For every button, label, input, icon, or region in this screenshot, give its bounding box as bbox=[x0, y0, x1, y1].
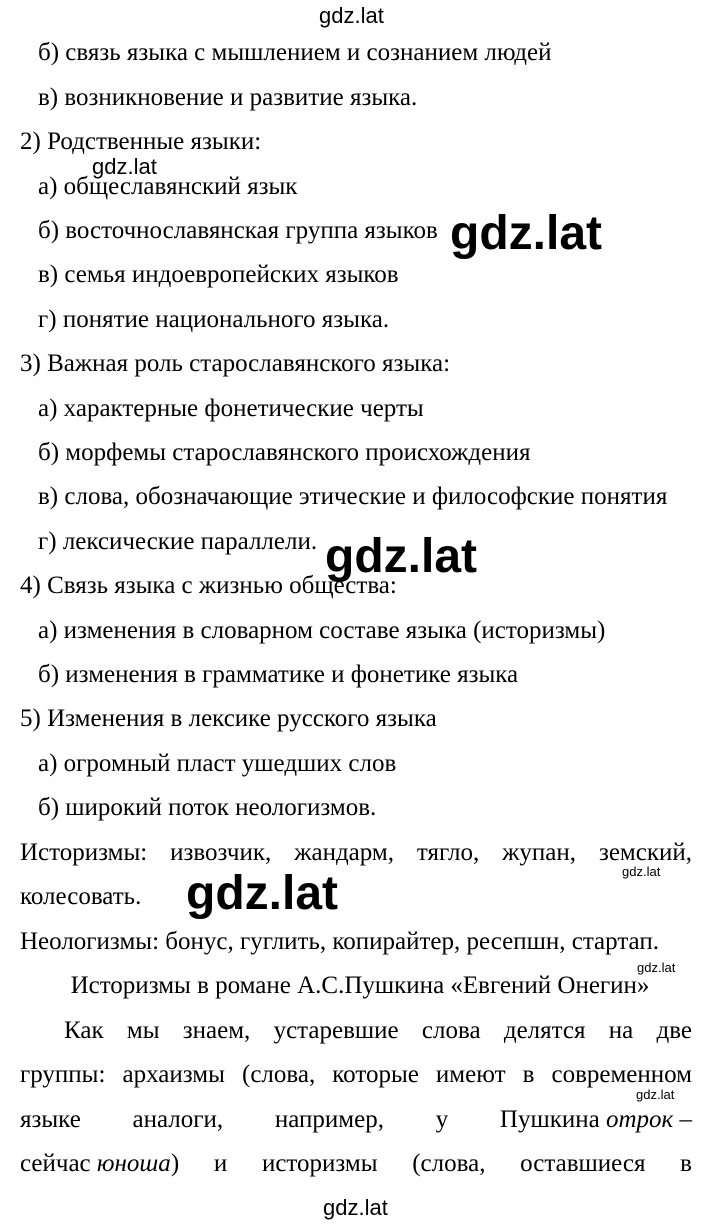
watermark: gdz.lat bbox=[622, 864, 661, 879]
paragraph-line bbox=[20, 1149, 692, 1179]
watermark: gdz.lat bbox=[637, 960, 676, 975]
list-item: б) изменения в грамматике и фонетике языка bbox=[38, 661, 519, 688]
section-heading: 2) Родственные языки: bbox=[20, 128, 262, 155]
section-heading: 4) Связь языка с жизнью общества: bbox=[20, 572, 397, 599]
list-item: а) огромный пласт ушедших слов bbox=[38, 750, 397, 777]
list-item: а) общеславянский язык bbox=[38, 173, 298, 200]
text-segment: – bbox=[673, 1106, 692, 1133]
essay-title: Историзмы в романе А.С.Пушкина «Евгений Онегин» bbox=[70, 972, 650, 999]
paragraph-line bbox=[20, 1105, 692, 1135]
text-segment: оставшиеся bbox=[520, 1150, 646, 1177]
watermark: gdz.lat bbox=[325, 530, 477, 583]
text-segment: историзмы bbox=[261, 1150, 378, 1177]
text-segment: Пушкина отрок – bbox=[499, 1106, 692, 1133]
italic-word: отрок bbox=[605, 1106, 674, 1133]
text-segment: языке bbox=[20, 1106, 81, 1133]
text-segment: в bbox=[680, 1150, 692, 1177]
text-segment: например, bbox=[274, 1106, 384, 1133]
list-item: в) семья индоевропейских языков bbox=[38, 261, 399, 288]
section-heading: 3) Важная роль старославянского языка: bbox=[20, 350, 451, 377]
list-item: г) понятие национального языка. bbox=[38, 306, 390, 333]
watermark: gdz.lat bbox=[636, 1087, 675, 1102]
list-item: б) морфемы старославянского происхождения bbox=[38, 439, 531, 466]
paragraph-line: Историзмы: извозчик, жандарм, тягло, жупан, земский, bbox=[20, 839, 692, 866]
text-segment: у bbox=[435, 1106, 449, 1133]
list-item: а) изменения в словарном составе языка (историзмы) bbox=[38, 617, 606, 644]
text-segment: аналоги, bbox=[132, 1106, 224, 1133]
text-segment: сейчас bbox=[20, 1150, 97, 1177]
paragraph-line: Как мы знаем, устаревшие слова делятся на две bbox=[64, 1017, 692, 1044]
watermark: gdz.lat bbox=[323, 1195, 388, 1220]
list-item: а) характерные фонетические черты bbox=[38, 395, 424, 422]
list-item: г) лексические параллели. bbox=[38, 528, 318, 555]
list-item: б) широкий поток неологизмов. bbox=[38, 794, 377, 821]
paragraph-line: группы: архаизмы (слова, которые имеют в современном bbox=[20, 1061, 692, 1088]
italic-word: юноша bbox=[96, 1150, 171, 1177]
watermark: gdz.lat bbox=[450, 207, 602, 260]
list-item: в) возникновение и развитие языка. bbox=[38, 84, 418, 111]
watermark: gdz.lat bbox=[92, 154, 157, 179]
section-heading: 5) Изменения в лексике русского языка bbox=[20, 705, 437, 732]
list-item: в) слова, обозначающие этические и философские понятия bbox=[38, 483, 668, 510]
paragraph-line: колесовать. bbox=[20, 883, 142, 910]
text-segment: и bbox=[213, 1150, 228, 1177]
watermark: gdz.lat bbox=[319, 3, 384, 28]
paragraph-line: Неологизмы: бонус, гуглить, копирайтер, ресепшн, стартап. bbox=[20, 928, 659, 955]
list-item: б) связь языка с мышлением и сознанием людей bbox=[38, 39, 552, 66]
watermark: gdz.lat bbox=[186, 867, 338, 920]
text-segment: (слова, bbox=[412, 1150, 486, 1177]
list-item: б) восточнославянская группа языков bbox=[38, 217, 438, 244]
text-segment: сейчас юноша) bbox=[20, 1150, 180, 1177]
